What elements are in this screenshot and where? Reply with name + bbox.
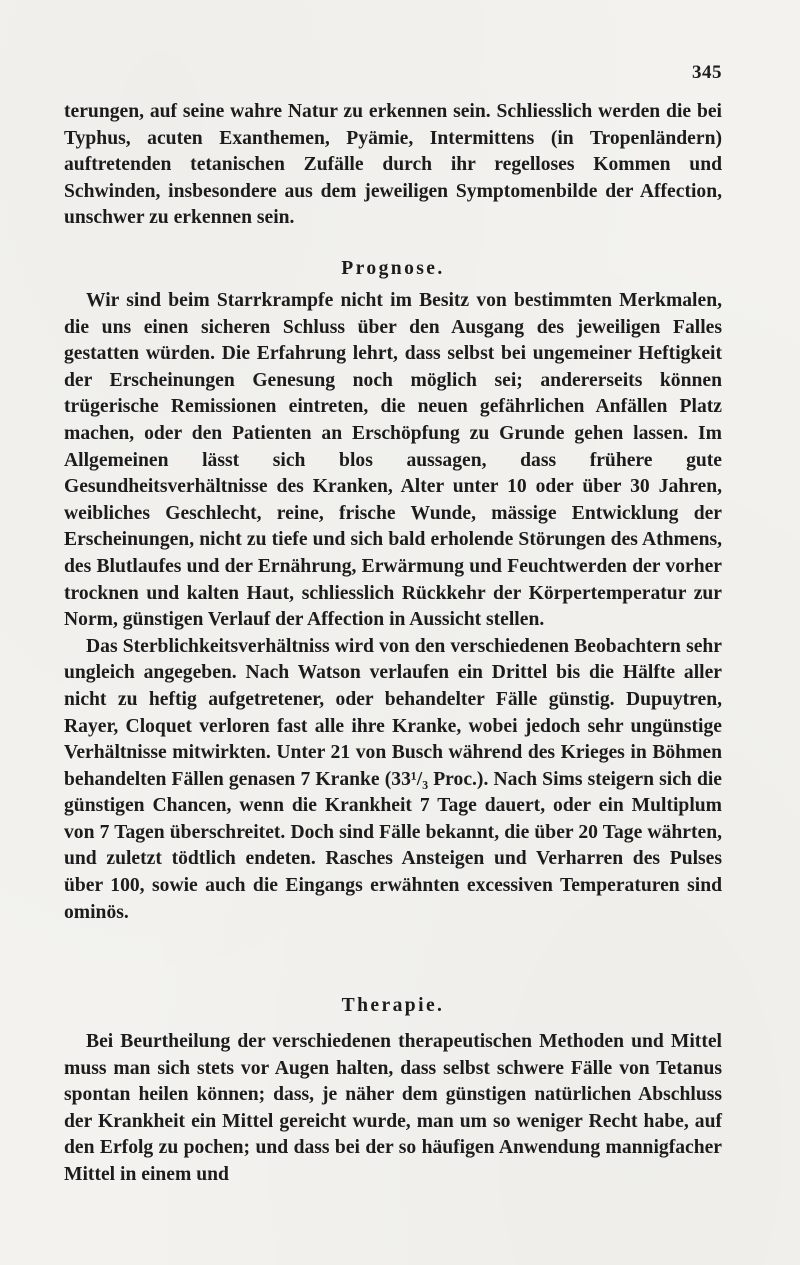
- therapie-paragraph-block: [64, 1029, 722, 1189]
- paragraph-prognose-2: Das Sterblichkeitsverhältniss wird von den verschiedenen Beobachtern sehr ungleich angegeben. Nach Watson verlaufen ein Drittel bis die Hälfte aller nicht zu heftig aufgetretener, oder behandelter Fälle günstig. Dupuytren, Rayer, Cloquet verloren fast alle ihre Kranke, wobei jedoch sehr ungünstige Verhältnisse mitwirkten. Unter 21 von Busch während des Krieges in Böhmen behandelten Fällen genasen 7 Kranke (33¹/₃ Proc.). Nach Sims steigern sich die günstigen Chancen, wenn die Krankheit 7 Tage dauert, oder ein Multiplum von 7 Tagen überschreitet. Doch sind Fälle bekannt, die über 20 Tage währten, und zuletzt tödtlich endeten. Rasches Ansteigen und Verharren des Pulses über 100, sowie auch die Eingangs erwähnten excessiven Temperaturen sind ominös.: [64, 635, 722, 923]
- paragraph-therapie: Bei Beurtheilung der verschiedenen therapeutischen Methoden und Mittel muss man sich stets vor Augen halten, dass selbst schwere Fälle von Tetanus spontan heilen können; dass, je näher dem günstigen natürlichen Abschluss der Krankheit ein Mittel gereicht wurde, man um so weniger Recht habe, auf den Erfolg zu pochen; und dass bei der so häufigen Anwendung mannigfacher Mittel in einem und: [64, 1031, 722, 1185]
- therapie-heading-block: [64, 993, 722, 1020]
- paragraph-intro-block: [64, 99, 722, 232]
- paragraph-prognose-1: Wir sind beim Starrkrampfe nicht im Besitz von bestimmten Merkmalen, die uns einen sicheren Schluss über den Ausgang des jeweiligen Falles gestatten würden. Die Erfahrung lehrt, dass selbst bei ungemeiner Heftigkeit der Erscheinungen Genesung noch möglich sei; andererseits können trügerische Remissionen eintreten, die neuen gefährlichen Anfällen Platz machen, oder den Patienten an Erschöpfung zu Grunde gehen lassen. Im Allgemeinen lässt sich blos aussagen, dass frühere gute Gesundheitsverhältnisse des Kranken, Alter unter 10 oder über 30 Jahren, weibliches Geschlecht, reine, frische Wunde, mässige Entwicklung der Erscheinungen, nicht zu tiefe und sich bald erholende Störungen des Athmens, des Blutlaufes und der Ernährung, Erwärmung und Feuchtwerden der vorher trocknen und kalten Haut, schliesslich Rückkehr der Körpertemperatur zur Norm, günstigen Verlauf der Affection in Aussicht stellen.: [64, 290, 722, 631]
- paragraph-intro: terungen, auf seine wahre Natur zu erkennen sein. Schliesslich werden die bei Typhus, acuten Exanthemen, Pyämie, Intermittens (in Tropenländern) auftretenden tetanischen Zufälle durch ihr regelloses Kommen und Schwinden, insbesondere aus dem jeweiligen Symptomenbilde der Affection, unschwer zu erkennen sein.: [64, 101, 722, 229]
- section-heading-therapie: Therapie.: [341, 995, 445, 1016]
- section-heading-prognose: Prognose.: [341, 258, 445, 279]
- prognose-heading-block: [64, 256, 722, 283]
- page-number: 345: [692, 62, 722, 83]
- prognose-paragraph-block: [64, 288, 722, 926]
